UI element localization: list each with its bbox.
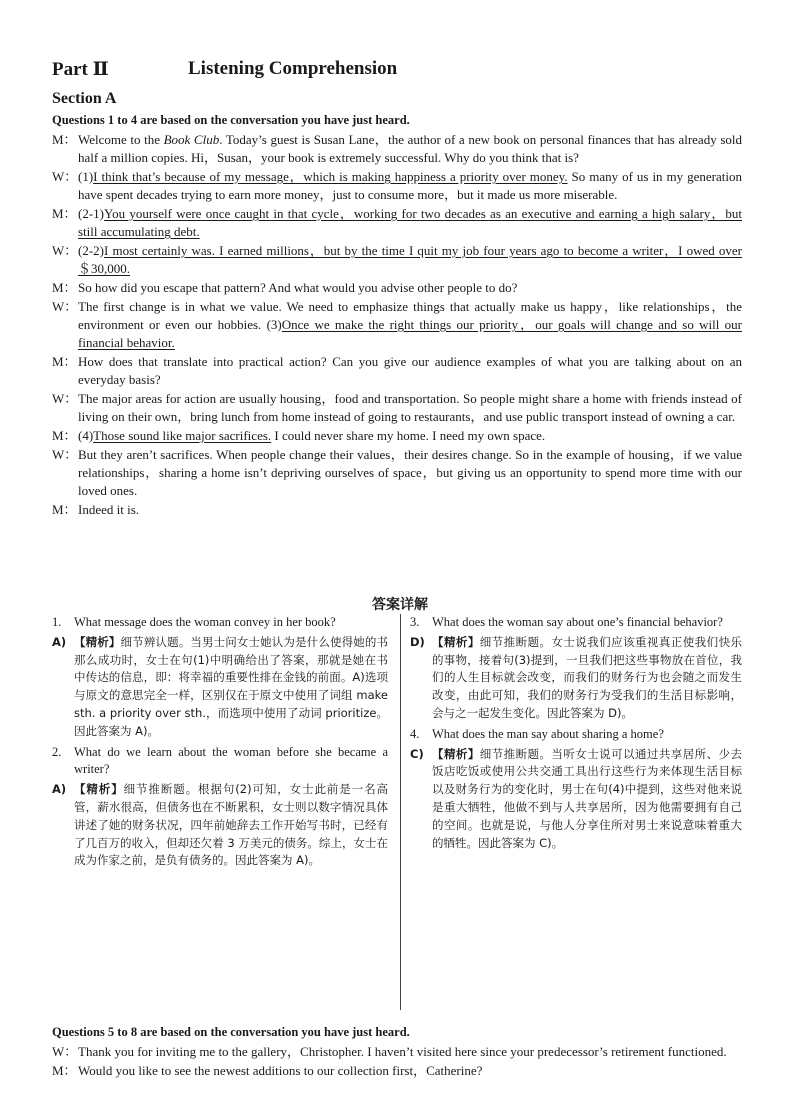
dialog-line (52, 446, 742, 500)
explanation-text: 细节推断题。当听女士说可以通过共享居所、少去饭店吃饭或使用公共交通工具出行这些行为来体现生活目标以及财务行为的变化时，男士在句(4)中提到，这些对他来说是重大牺牲，他做不到与人共享居所，因为他需要拥有自己的空间。也就是说，与他人分享住所对男士来说意味着重大的牺牲。因此答案为 C)。 (432, 746, 743, 850)
explanation (52, 634, 388, 741)
dialog-line (52, 279, 742, 297)
analysis-tag: 【精析】 (432, 634, 480, 649)
question-item (52, 614, 388, 632)
question-text: What message does the woman convey in her book? (74, 615, 336, 629)
answer-option: D) (410, 634, 425, 649)
question-text: What does the woman say about one’s financial behavior? (432, 615, 723, 629)
question-number: 2. (52, 744, 62, 759)
analysis-tag: 【精析】 (74, 634, 121, 649)
explanation-text: 细节辨认题。当男士问女士她认为是什么使得她的书那么成功时，女士在句(1)中明确给出了答案，那就是她在书中传达的信息，即：将幸福的重要性排在金钱的前面。A)选项与原文的意思完全一样，区别仅在于原文中使用了词组 make sth. a priority over sth.，而选项中使用了动词 prioritize。因此答案为 A)。 (74, 634, 389, 738)
speaker-label: M： (52, 502, 77, 517)
dialog-line (52, 168, 742, 204)
speaker-label: M： (52, 1063, 77, 1078)
answer-option: C) (410, 746, 424, 761)
question-number: 4. (410, 726, 420, 741)
question-item (410, 726, 742, 744)
dialog-text: (4)Those sound like major sacrifices. I could never share my home. I need my own space. (78, 428, 546, 443)
dialog-line (52, 390, 742, 426)
speaker-label: W： (52, 391, 78, 406)
questions-5-8-heading: Questions 5 to 8 are based on the conversation you have just heard. (52, 1025, 410, 1039)
speaker-label: W： (52, 169, 78, 184)
part-number: Part Ⅱ (52, 59, 109, 80)
questions-1-4-heading: Questions 1 to 4 are based on the conversation you have just heard. (52, 113, 410, 127)
dialog-line (52, 131, 742, 167)
speaker-label: W： (52, 1044, 78, 1059)
explanation (410, 634, 742, 723)
question-number: 1. (52, 615, 62, 629)
answers-right-column (410, 614, 742, 855)
explanation-text: 细节推断题。根据句(2)可知，女士此前是一名高管，薪水很高，但债务也在不断累积，女士则以数字情况具体讲述了她的财务状况，四年前她辞去工作开始写书时，已经有了几百万的收入，但却还欠着 3 万美元的债务。综上，女士在成为作家之前，是负有债务的。因此答案为 A)。 (74, 782, 388, 868)
answer-option: A) (52, 782, 67, 797)
column-divider (400, 614, 401, 1010)
dialog-text: (2-1)You yourself were once caught in that cycle，working for two decades as an executive and earning a high salary，but still accumulating debt. (78, 206, 742, 239)
dialog-line (52, 1043, 742, 1061)
dialog-line (52, 242, 742, 278)
dialog-text: Welcome to the Book Club. Today’s guest is Susan Lane，the author of a new book on personal finances that has already sold half a million copies. Hi，Susan，your book is extremely successful. Why do you think that is? (78, 132, 742, 165)
dialog-text: Indeed it is. (78, 502, 140, 517)
dialog-text: The major areas for action are usually housing，food and transportation. So people might share a home with friends instead of living on their own，bring lunch from home instead of going to restaurants，and use public transport instead of owning a car. (78, 391, 742, 424)
question-text: What do we learn about the woman before she became a writer? (74, 744, 388, 777)
explanation (52, 781, 388, 870)
speaker-label: W： (52, 299, 78, 314)
dialog-line (52, 427, 742, 445)
dialog-text: (2-2)I most certainly was. I earned millions，but by the time I quit my job four years ago to become a writer，I owed over ＄30,000. (78, 243, 742, 276)
analysis-tag: 【精析】 (74, 782, 124, 797)
answers-title: 答案详解 (372, 597, 428, 613)
dialog-line (52, 501, 742, 519)
section-title: Section A (52, 90, 117, 107)
dialog-line (52, 353, 742, 389)
speaker-label: M： (52, 354, 77, 369)
question-item (52, 744, 388, 780)
dialog-text: Would you like to see the newest additions to our collection first，Catherine? (78, 1063, 483, 1078)
speaker-label: M： (52, 206, 77, 221)
conversation-one (52, 131, 742, 519)
dialog-text: So how did you escape that pattern? And what would you advise other people to do? (78, 280, 518, 295)
part-heading: Listening Comprehension (188, 58, 398, 79)
dialog-text: (1)I think that’s because of my message，which is making happiness a priority over money. So many of us in my generation have spent decades trying to earn more money，just to consume more，but it made us more miserable. (78, 169, 742, 202)
conversation-two (52, 1043, 742, 1080)
question-text: What does the man say about sharing a home? (432, 726, 664, 741)
analysis-tag: 【精析】 (432, 746, 480, 761)
dialog-text: But they aren’t sacrifices. When people change their values，their desires change. So in the example of housing，if we value relationships，sharing a home isn’t depriving ourselves of space，but giving us an opportunity to spend more time with our loved ones. (78, 447, 742, 498)
dialog-text: The first change is in what we value. We need to emphasize things that actually make us happy，like relationships，the environment or even our hobbies. (3)Once we make the right things our priority，our goals will change and so will our financial behavior. (78, 299, 742, 350)
speaker-label: W： (52, 243, 78, 258)
explanation (410, 746, 742, 853)
dialog-line (52, 298, 742, 352)
question-item (410, 614, 742, 632)
dialog-text: How does that translate into practical action? Can you give our audience examples of what you are talking about on an everyday basis? (78, 354, 742, 387)
speaker-label: W： (52, 447, 78, 462)
dialog-text: Thank you for inviting me to the gallery，Christopher. I haven’t visited here since your predecessor’s retirement functioned. (78, 1044, 727, 1059)
dialog-line (52, 1062, 742, 1080)
explanation-text: 细节推断题。女士说我们应该重视真正使我们快乐的事物，接着句(3)提到，一旦我们把这些事物放在首位，我们的人生目标就会改变，而我们的财务行为也会随之而发生改变，由此可知，我们的财务行为受我们的生活目标影响，会与之一起发生变化。因此答案为 D)。 (432, 634, 743, 720)
speaker-label: M： (52, 132, 77, 147)
answers-left-column (52, 614, 388, 873)
part-title (52, 58, 398, 81)
speaker-label: M： (52, 280, 77, 295)
dialog-line (52, 205, 742, 241)
question-number: 3. (410, 615, 420, 629)
answer-option: A) (52, 634, 67, 649)
speaker-label: M： (52, 428, 77, 443)
